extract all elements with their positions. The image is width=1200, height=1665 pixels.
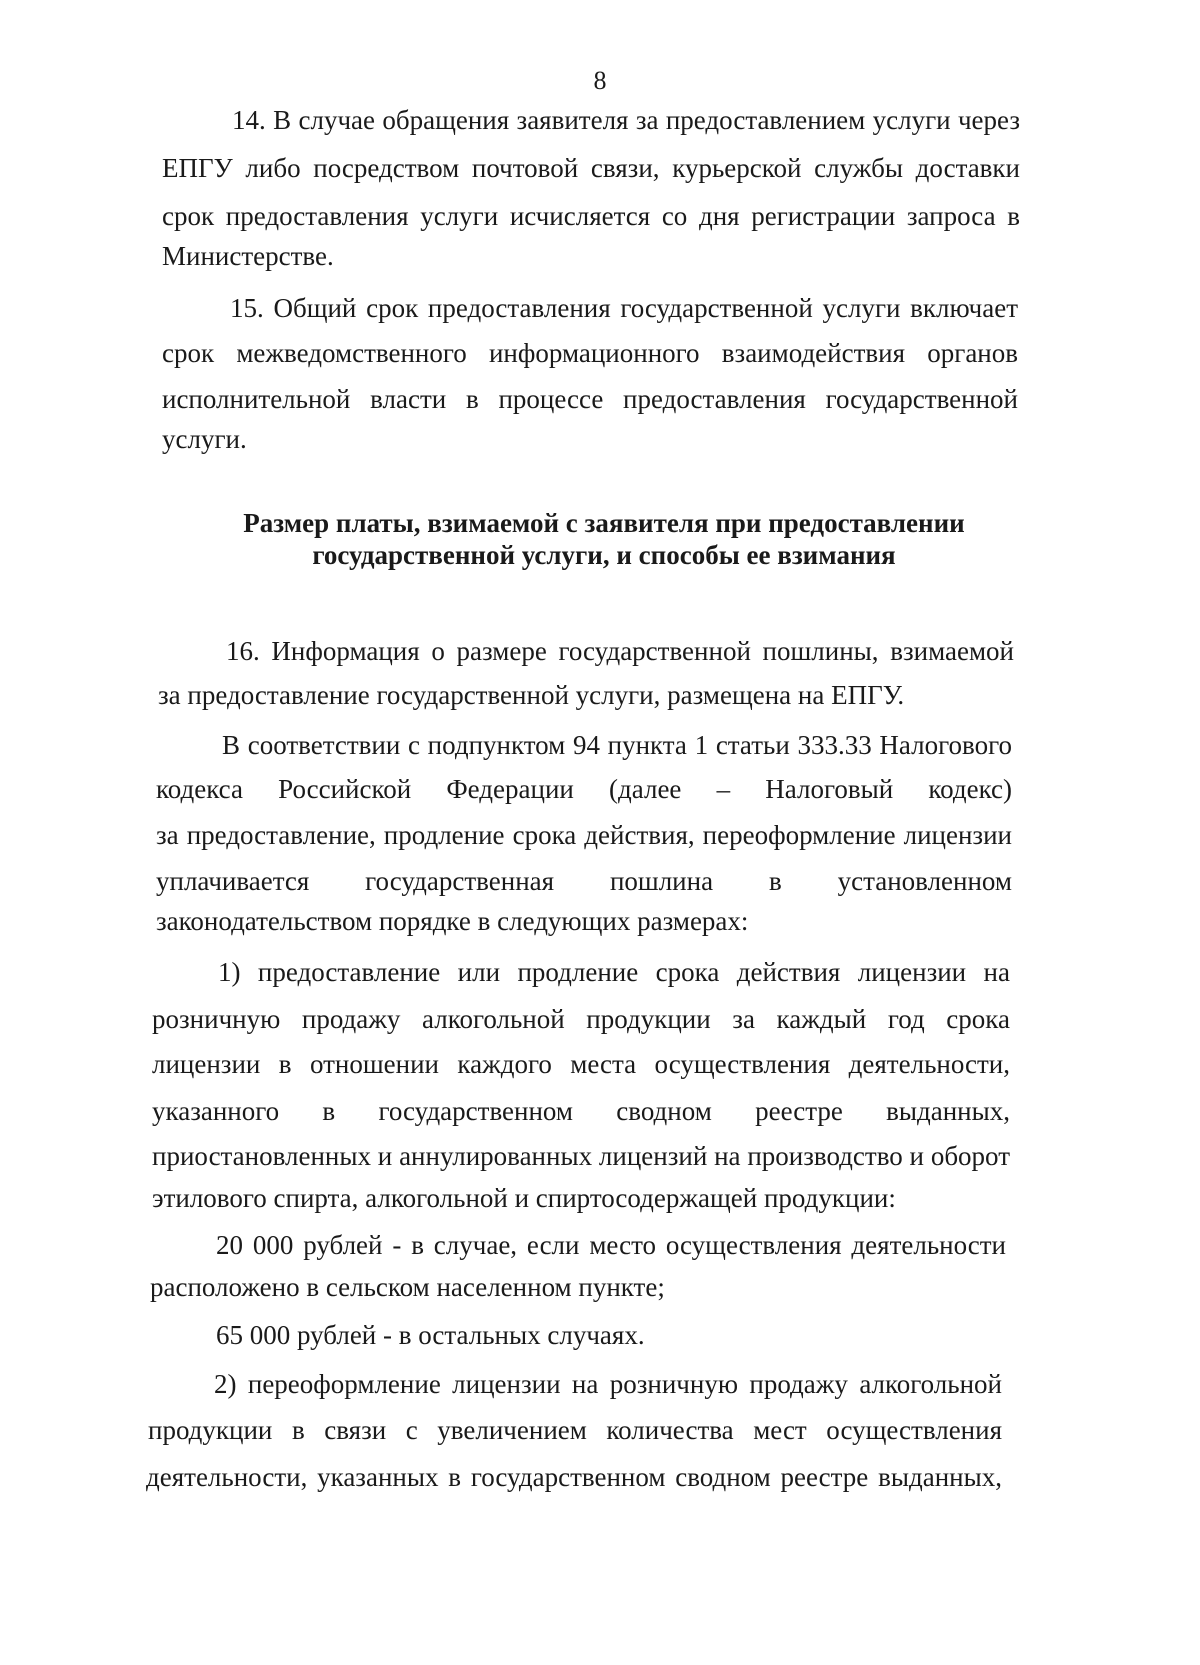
tax-para-line-5: законодательством порядке в следующих размерах: bbox=[156, 906, 749, 936]
tax-para-line-1: В соответствии с подпунктом 94 пункта 1 статьи 333.33 Налогового bbox=[222, 730, 1012, 760]
para14-line-4: Министерстве. bbox=[162, 241, 334, 271]
section-heading-line-2: государственной услуги, и способы ее взимания bbox=[312, 540, 896, 570]
rate-other-line: 65 000 рублей - в остальных случаях. bbox=[216, 1320, 645, 1350]
para15-line-2: срок межведомственного информационного взаимодействия органов bbox=[162, 338, 1018, 368]
para15-line-4: услуги. bbox=[162, 424, 247, 454]
rate-rural-line-2: расположено в сельском населенном пункте; bbox=[150, 1272, 665, 1302]
para14-line-3: срок предоставления услуги исчисляется со дня регистрации запроса в bbox=[162, 201, 1020, 231]
item2-line-3: деятельности, указанных в государственном сводном реестре выданных, bbox=[146, 1462, 1002, 1492]
item1-line-2: розничную продажу алкогольной продукции за каждый год срока bbox=[152, 1004, 1010, 1034]
rate-rural-line-1: 20 000 рублей - в случае, если место осуществления деятельности bbox=[216, 1230, 1006, 1260]
section-heading-line-1: Размер платы, взимаемой с заявителя при предоставлении bbox=[243, 508, 965, 538]
para16-line-2: за предоставление государственной услуги, размещена на ЕПГУ. bbox=[158, 680, 905, 710]
item1-line-6: этилового спирта, алкогольной и спиртосодержащей продукции: bbox=[152, 1183, 896, 1213]
para14-line-2: ЕПГУ либо посредством почтовой связи, курьерской службы доставки bbox=[162, 153, 1020, 183]
item2-line-2: продукции в связи с увеличением количества мест осуществления bbox=[148, 1415, 1002, 1445]
item2-line-1: 2) переоформление лицензии на розничную продажу алкогольной bbox=[214, 1369, 1002, 1399]
item1-line-4: указанного в государственном сводном реестре выданных, bbox=[152, 1096, 1010, 1126]
tax-para-line-2: кодекса Российской Федерации (далее – Налоговый кодекс) bbox=[156, 774, 1012, 804]
para16-line-1: 16. Информация о размере государственной пошлины, взимаемой bbox=[226, 636, 1014, 666]
item1-line-3: лицензии в отношении каждого места осуществления деятельности, bbox=[152, 1049, 1010, 1079]
page-number: 8 bbox=[593, 66, 607, 95]
item1-line-1: 1) предоставление или продление срока действия лицензии на bbox=[218, 957, 1010, 987]
para15-line-3: исполнительной власти в процессе предоставления государственной bbox=[162, 384, 1018, 414]
item1-line-5: приостановленных и аннулированных лицензий на производство и оборот bbox=[152, 1141, 1010, 1171]
para15-line-1: 15. Общий срок предоставления государственной услуги включает bbox=[230, 293, 1018, 323]
tax-para-line-3: за предоставление, продление срока действия, переоформление лицензии bbox=[156, 820, 1012, 850]
tax-para-line-4: уплачивается государственная пошлина в установленном bbox=[156, 866, 1012, 896]
para14-line-1: 14. В случае обращения заявителя за предоставлением услуги через bbox=[232, 105, 1020, 135]
